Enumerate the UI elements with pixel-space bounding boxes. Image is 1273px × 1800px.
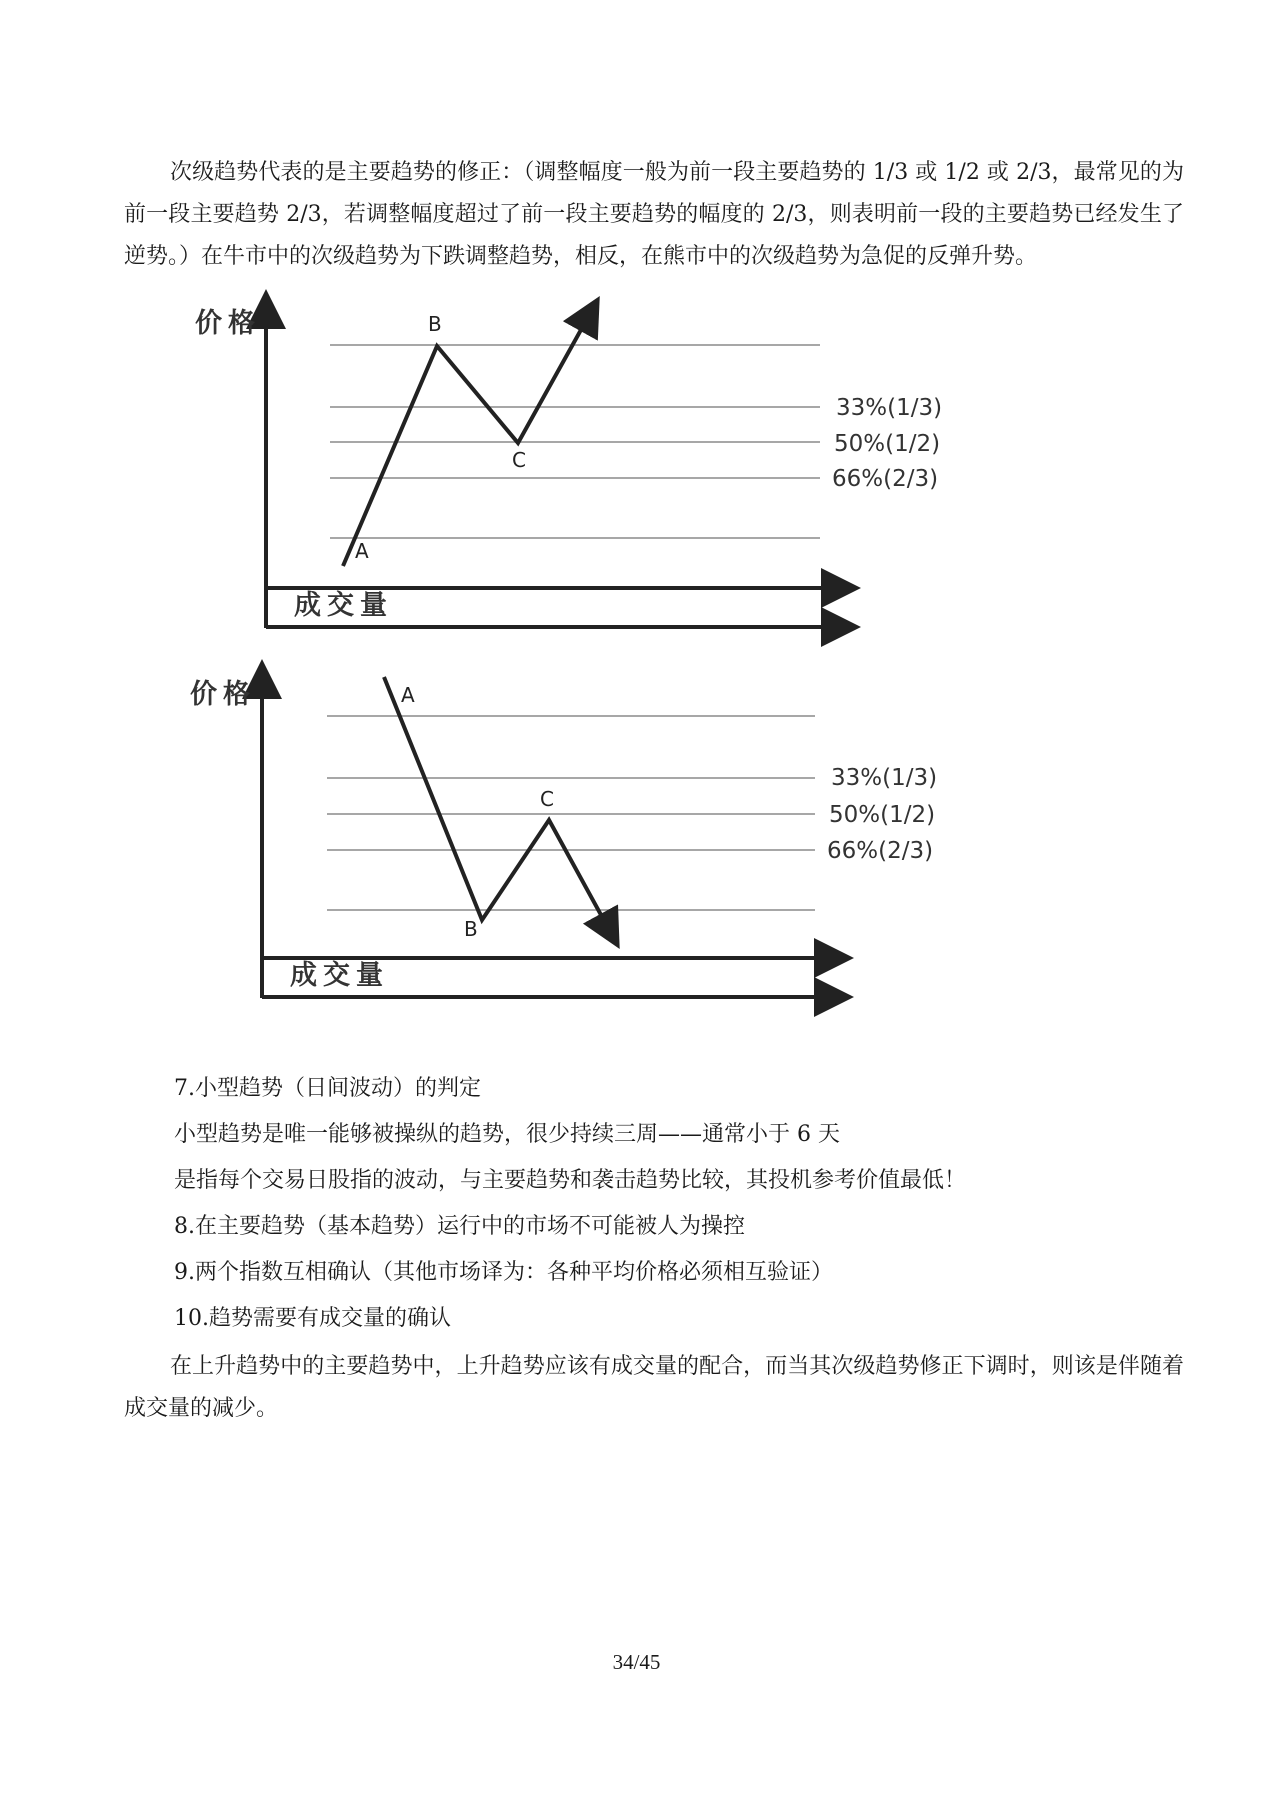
item-7-title: 7.小型趋势（日间波动）的判定 [174,1076,481,1101]
point-a-label: A [355,539,369,563]
x-axis-label: 成交量 [294,590,393,621]
point-c-label: C [540,787,554,811]
item-8: 8.在主要趋势（基本趋势）运行中的市场不可能被人为操控 [174,1214,745,1239]
level-33-label: 33%(1/3) [836,395,943,421]
level-66-label: 66%(2/3) [827,838,934,864]
level-50-label: 50%(1/2) [834,431,941,457]
level-66-label: 66%(2/3) [832,466,939,492]
point-b-label: B [428,312,442,336]
level-33-label: 33%(1/3) [831,765,938,791]
level-50-label: 50%(1/2) [829,802,936,828]
item-9: 9.两个指数互相确认（其他市场译为：各种平均价格必须相互验证） [174,1260,833,1285]
point-c-label: C [512,448,526,472]
item-10-paragraph: 在上升趋势中的主要趋势中，上升趋势应该有成交量的配合，而当其次级趋势修正下调时，则该是伴随着成交量的减少。 [124,1354,1184,1421]
page-number: 34/45 [612,1650,661,1674]
y-axis-label: 价格 [190,679,256,710]
intro-paragraph: 次级趋势代表的是主要趋势的修正：（调整幅度一般为前一段主要趋势的 1/3 或 1/2 或 2/3，最常见的为前一段主要趋势 2/3，若调整幅度超过了前一段主要趋势的幅度的 2/3，则表明前一段的主要趋势已经发生了逆势。）在牛市中的次级趋势为下跌调整趋势，相反，在熊市中的次级趋势为急促的反弹升势。 [124,160,1184,269]
point-a-label: A [401,683,415,707]
y-axis-label: 价格 [195,308,261,339]
retracement-level-lines [327,716,815,910]
point-b-label: B [464,917,478,941]
x-axis-label: 成交量 [290,960,389,991]
item-7-line-1: 小型趋势是唯一能够被操纵的趋势，很少持续三周——通常小于 6 天 [174,1122,840,1147]
item-10-title: 10.趋势需要有成交量的确认 [174,1306,451,1331]
item-7-line-2: 是指每个交易日股指的波动，与主要趋势和袭击趋势比较，其投机参考价值最低！ [174,1168,967,1193]
